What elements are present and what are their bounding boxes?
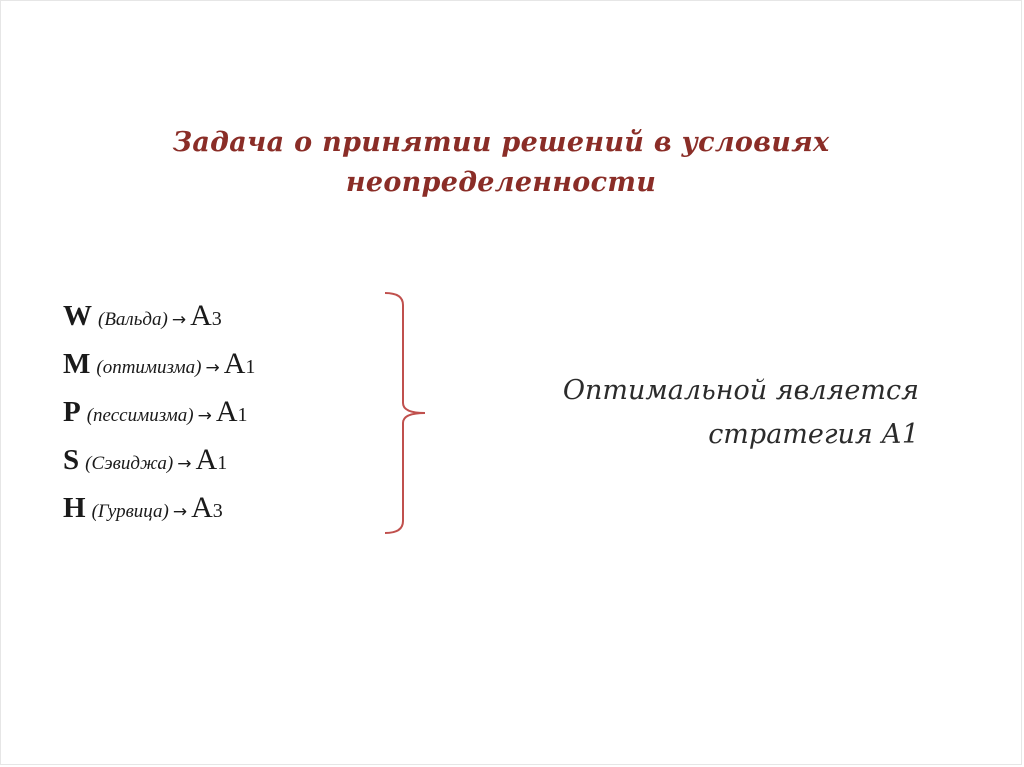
criterion-optimism (63, 347, 393, 395)
arrow-icon: → (197, 406, 212, 426)
criteria-list (63, 299, 393, 539)
criterion-pessimism (63, 395, 393, 443)
title-line-1: Задача о принятии решений в условиях (172, 127, 830, 158)
criterion-letter: P (63, 396, 81, 428)
conclusion-line-2: стратегия А1 (708, 419, 919, 450)
arrow-icon: → (171, 310, 187, 330)
criterion-name: (пессимизма) (86, 405, 194, 426)
criterion-name: (Сэвиджа) (85, 453, 174, 474)
arrow-icon: → (172, 502, 188, 522)
criterion-result: A1 (195, 443, 228, 476)
criterion-savage (63, 443, 393, 491)
criterion-result: A1 (215, 395, 248, 428)
criterion-letter: M (63, 348, 91, 380)
title-line-2: неопределенности (345, 167, 657, 198)
result-index: 1 (237, 404, 248, 426)
criterion-name: (оптимизма) (96, 357, 202, 378)
slide-title (1, 123, 1001, 203)
criterion-letter: S (63, 444, 80, 476)
criterion-result: A3 (190, 299, 222, 332)
criterion-letter: H (63, 492, 86, 524)
criterion-result: A1 (223, 347, 256, 380)
result-index: 3 (212, 500, 223, 522)
criterion-name: (Гурвица) (91, 501, 169, 522)
result-index: 1 (217, 452, 228, 474)
criterion-name: (Вальда) (98, 309, 168, 330)
conclusion-line-1: Оптимальной является (562, 375, 919, 406)
criterion-wald (63, 299, 393, 347)
criterion-result: A3 (191, 491, 223, 524)
result-index: 3 (211, 308, 222, 330)
criterion-hurwicz (63, 491, 393, 539)
conclusion (471, 369, 919, 457)
criterion-letter: W (63, 300, 92, 332)
result-index: 1 (245, 356, 256, 378)
right-brace-icon (381, 291, 431, 536)
arrow-icon: → (205, 358, 220, 378)
arrow-icon: → (177, 454, 192, 474)
